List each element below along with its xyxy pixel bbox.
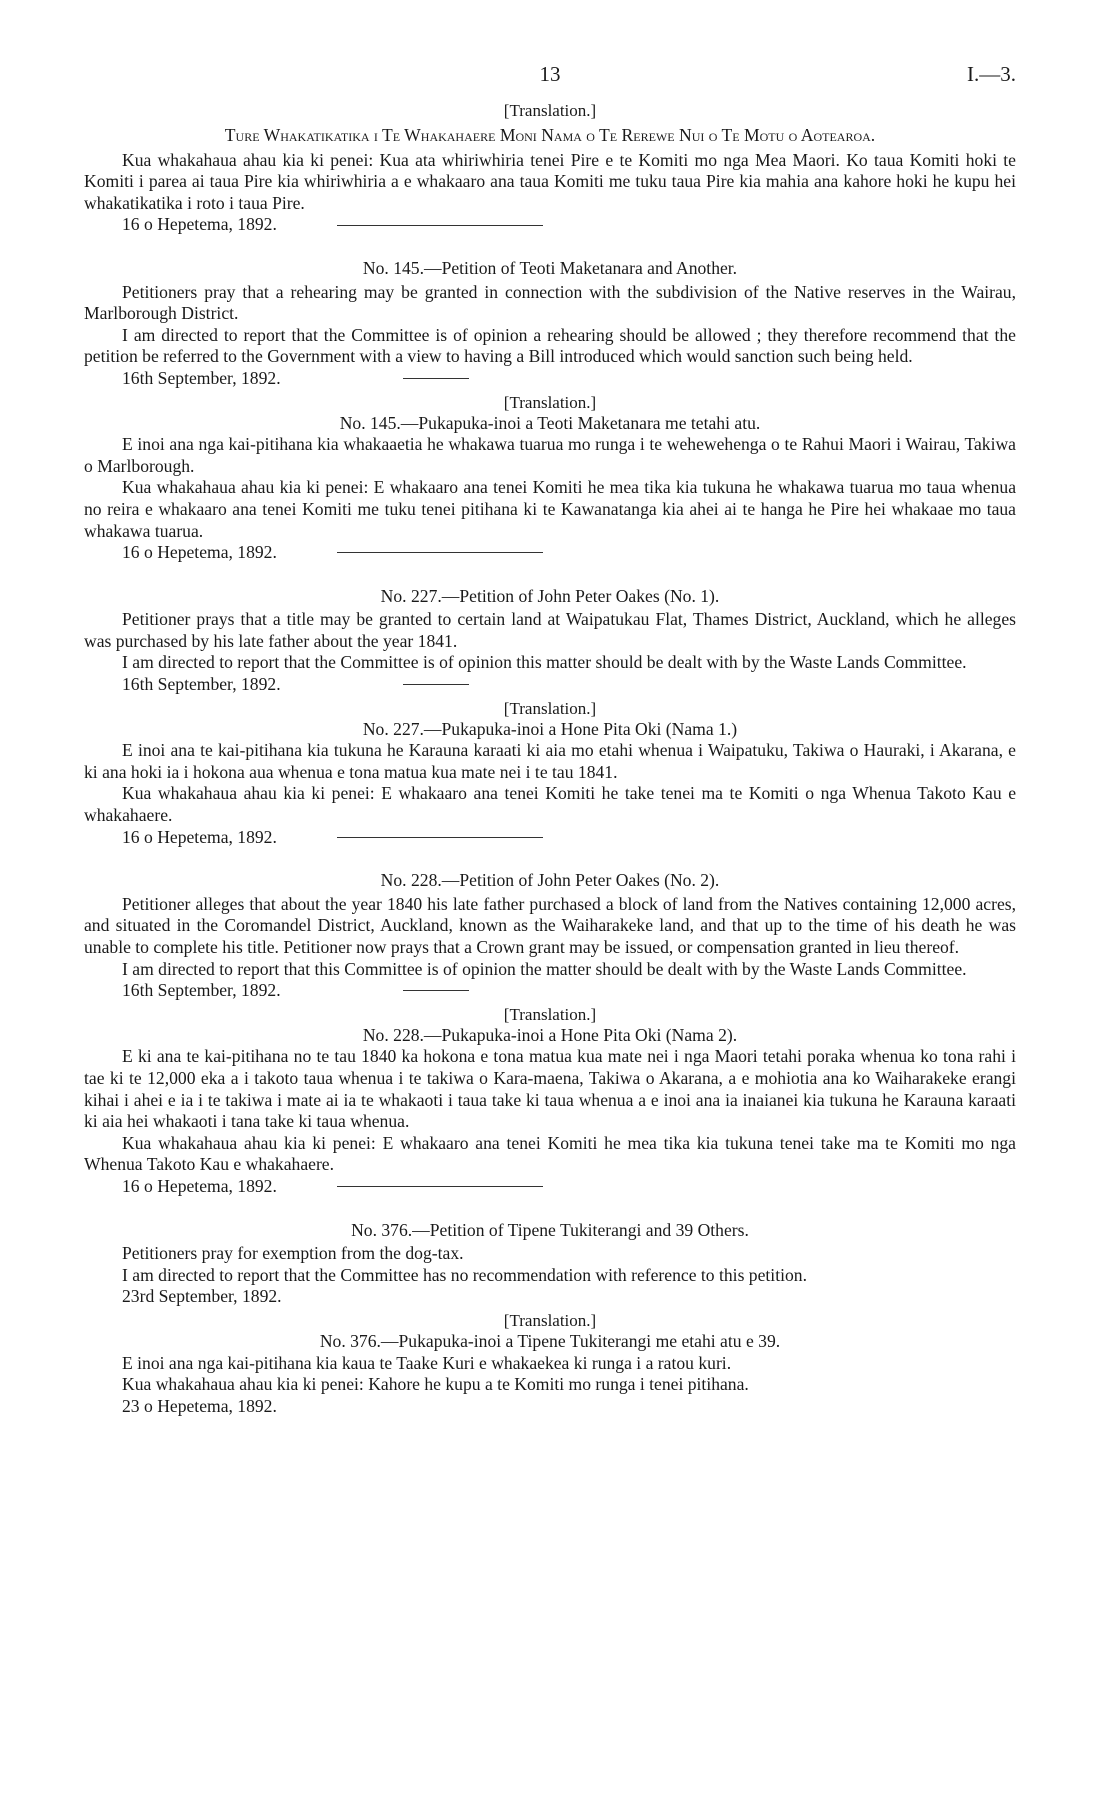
petition-227-maori-body: E inoi ana te kai-pitihana kia tukuna he Karauna karaati ki aia mo etahi whenua i Waipatuku, Takiwa o Hauraki, i Akarana, e ki ana hoki ia i hokona aua whenua e tona matua kua mate nei i te tau 1841. xyxy=(84,740,1016,782)
translation-label: [Translation.] xyxy=(503,392,597,412)
petition-228-report: I am directed to report that this Committee is of opinion the matter should be dealt with by the Waste Lands Committee. xyxy=(122,958,967,979)
page-header xyxy=(84,62,1016,98)
petition-228-maori-title: No. 228.—Pukapuka-inoi a Hone Pita Oki (Nama 2). xyxy=(362,1024,738,1045)
section-divider xyxy=(337,225,543,226)
petition-376-maori-body: E inoi ana nga kai-pitihana kia kaua te Taake Kuri e whakaekea ki runga i a ratou kuri. xyxy=(122,1352,732,1373)
translation-label: [Translation.] xyxy=(503,1310,597,1330)
petition-145-maori-body: E inoi ana nga kai-pitihana kia whakaaetia he whakawa tuarua mo runga i te wehewehenga o te Rahui Maori i Wairau, Takiwa o Marlborough. xyxy=(84,434,1016,476)
petition-227-title: No. 227.—Petition of John Peter Oakes (No. 1). xyxy=(380,585,720,606)
petition-228-body: Petitioner alleges that about the year 1840 his late father purchased a block of land from the Natives containing 12,000 acres, and situated in the Coromandel District, Auckland, known as the Waiharakeke land, and that up to the time of his death he was unable to complete his title. Petitioner now prays that a Crown grant may be issued, or compensation granted in lieu thereof. xyxy=(84,893,1016,957)
petition-145-body: Petitioners pray that a rehearing may be granted in connection with the subdivision of the Native reserves in the Wairau, Marlborough District. xyxy=(84,281,1016,324)
petition-376-date: 23rd September, 1892. xyxy=(122,1286,282,1307)
intro-title: Ture Whakatikatika i Te Whakahaere Moni Nama o Te Rerewe Nui o Te Motu o Aotearoa. xyxy=(224,125,876,145)
section-divider xyxy=(337,1186,543,1187)
petition-227-maori-dateline xyxy=(84,827,1016,849)
page-number: 13 xyxy=(539,62,561,86)
short-divider xyxy=(403,378,469,379)
petition-376-body: Petitioners pray for exemption from the dog-tax. xyxy=(122,1243,464,1264)
short-divider xyxy=(403,990,469,991)
petition-145-maori-title: No. 145.—Pukapuka-inoi a Teoti Maketanara me tetahi atu. xyxy=(339,412,761,433)
section-divider xyxy=(337,552,543,553)
petition-228-maori-dateline xyxy=(84,1176,1016,1198)
petition-376-maori-date: 23 o Hepetema, 1892. xyxy=(122,1395,277,1416)
translation-label: [Translation.] xyxy=(503,101,597,120)
petition-228-maori-body: E ki ana te kai-pitihana no te tau 1840 ka hokona e tona matua kua mate nei i nga Maori tetahi poraka whenua ko tona rahi i tae ki te 12,000 eka a i takoto taua whenua i te takiwa o Kara-maena, Takiwa o Akarana, a e mohiotia ana ko Waiharakeke erangi kihai i ahei e ia i te takiwa i mate ai ia te whakaoti i taua take ki taua whenua a e inoi ana ia inaianei kia tukuna he Karauna karaati ki aia hei whakaoti i tana take ki taua whenua. xyxy=(84,1046,1016,1132)
petition-376-dateline xyxy=(84,1286,1016,1308)
petition-227-report: I am directed to report that the Committee is of opinion this matter should be dealt with by the Waste Lands Committee. xyxy=(122,652,967,673)
petition-227-maori-date: 16 o Hepetema, 1892. xyxy=(122,826,277,847)
short-divider xyxy=(403,684,469,685)
petition-145-date: 16th September, 1892. xyxy=(122,367,281,388)
petition-145-report: I am directed to report that the Committee is of opinion a rehearing should be allowed ; they therefore recommend that the petition be referred to the Government with a view to having a Bill introduced which would sanction such being held. xyxy=(84,324,1016,367)
petition-376-maori-title: No. 376.—Pukapuka-inoi a Tipene Tukiterangi me etahi atu e 39. xyxy=(319,1330,781,1351)
intro-date: 16 o Hepetema, 1892. xyxy=(122,214,277,235)
translation-label: [Translation.] xyxy=(503,1004,597,1024)
series-code: I.—3. xyxy=(967,62,1016,86)
petition-228-date: 16th September, 1892. xyxy=(122,980,281,1001)
petition-227-maori-report: Kua whakahaua ahau kia ki penei: E whakaaro ana tenei Komiti he take tenei ma te Komiti o nga Whenua Takoto Kau e whakahaere. xyxy=(84,783,1016,826)
petition-145-maori-dateline xyxy=(84,542,1016,564)
petition-376-report: I am directed to report that the Committee has no recommendation with reference to this petition. xyxy=(122,1264,807,1285)
petition-145-dateline xyxy=(84,368,1016,390)
petition-227-maori-title: No. 227.—Pukapuka-inoi a Hone Pita Oki (Nama 1.) xyxy=(362,718,738,739)
petition-376-maori-dateline xyxy=(84,1396,1016,1418)
intro-body: Kua whakahaua ahau kia ki penei: Kua ata whiriwhiria tenei Pire e te Komiti mo nga Mea Maori. Ko taua Komiti hoki te Komiti i parea ai taua Pire kia whiriwhiria a e whakaaro ana taua Komiti me tuku taua Pire kia mahia ana kahore hoki he kupu hei whakatikatika i roto i taua Pire. xyxy=(84,149,1016,213)
petition-227-dateline xyxy=(84,674,1016,696)
petition-228-dateline xyxy=(84,980,1016,1002)
petition-228-maori-date: 16 o Hepetema, 1892. xyxy=(122,1175,277,1196)
petition-376-maori-report: Kua whakahaua ahau kia ki penei: Kahore he kupu a te Komiti mo runga i tenei pitihana. xyxy=(122,1374,749,1395)
petition-227-body: Petitioner prays that a title may be granted to certain land at Waipatukau Flat, Thames District, Auckland, which he alleges was purchased by his late father about the year 1841. xyxy=(84,609,1016,651)
petition-145-title: No. 145.—Petition of Teoti Maketanara and Another. xyxy=(362,257,738,278)
section-divider xyxy=(337,837,543,838)
petition-228-title: No. 228.—Petition of John Peter Oakes (No. 2). xyxy=(380,870,720,891)
document-page xyxy=(84,62,1016,1417)
intro-dateline xyxy=(84,214,1016,236)
petition-145-maori-report: Kua whakahaua ahau kia ki penei: E whakaaro ana tenei Komiti he mea tika kia tukuna he whakawa tuarua mo taua whenua no reira e whakaaro ana tenei Komiti me tuku tenei pitihana ki te Kawanatanga kia ahei ai te hanga he Pire hei whakaae mo taua whakawa tuarua. xyxy=(84,477,1016,541)
translation-label: [Translation.] xyxy=(503,698,597,718)
petition-228-maori-report: Kua whakahaua ahau kia ki penei: E whakaaro ana tenei Komiti he mea tika kia tukuna tenei take ma te Komiti mo nga Whenua Takoto Kau e whakahaere. xyxy=(84,1132,1016,1175)
petition-145-maori-date: 16 o Hepetema, 1892. xyxy=(122,542,277,563)
petition-227-date: 16th September, 1892. xyxy=(122,674,281,695)
petition-376-title: No. 376.—Petition of Tipene Tukiterangi and 39 Others. xyxy=(351,1219,749,1240)
